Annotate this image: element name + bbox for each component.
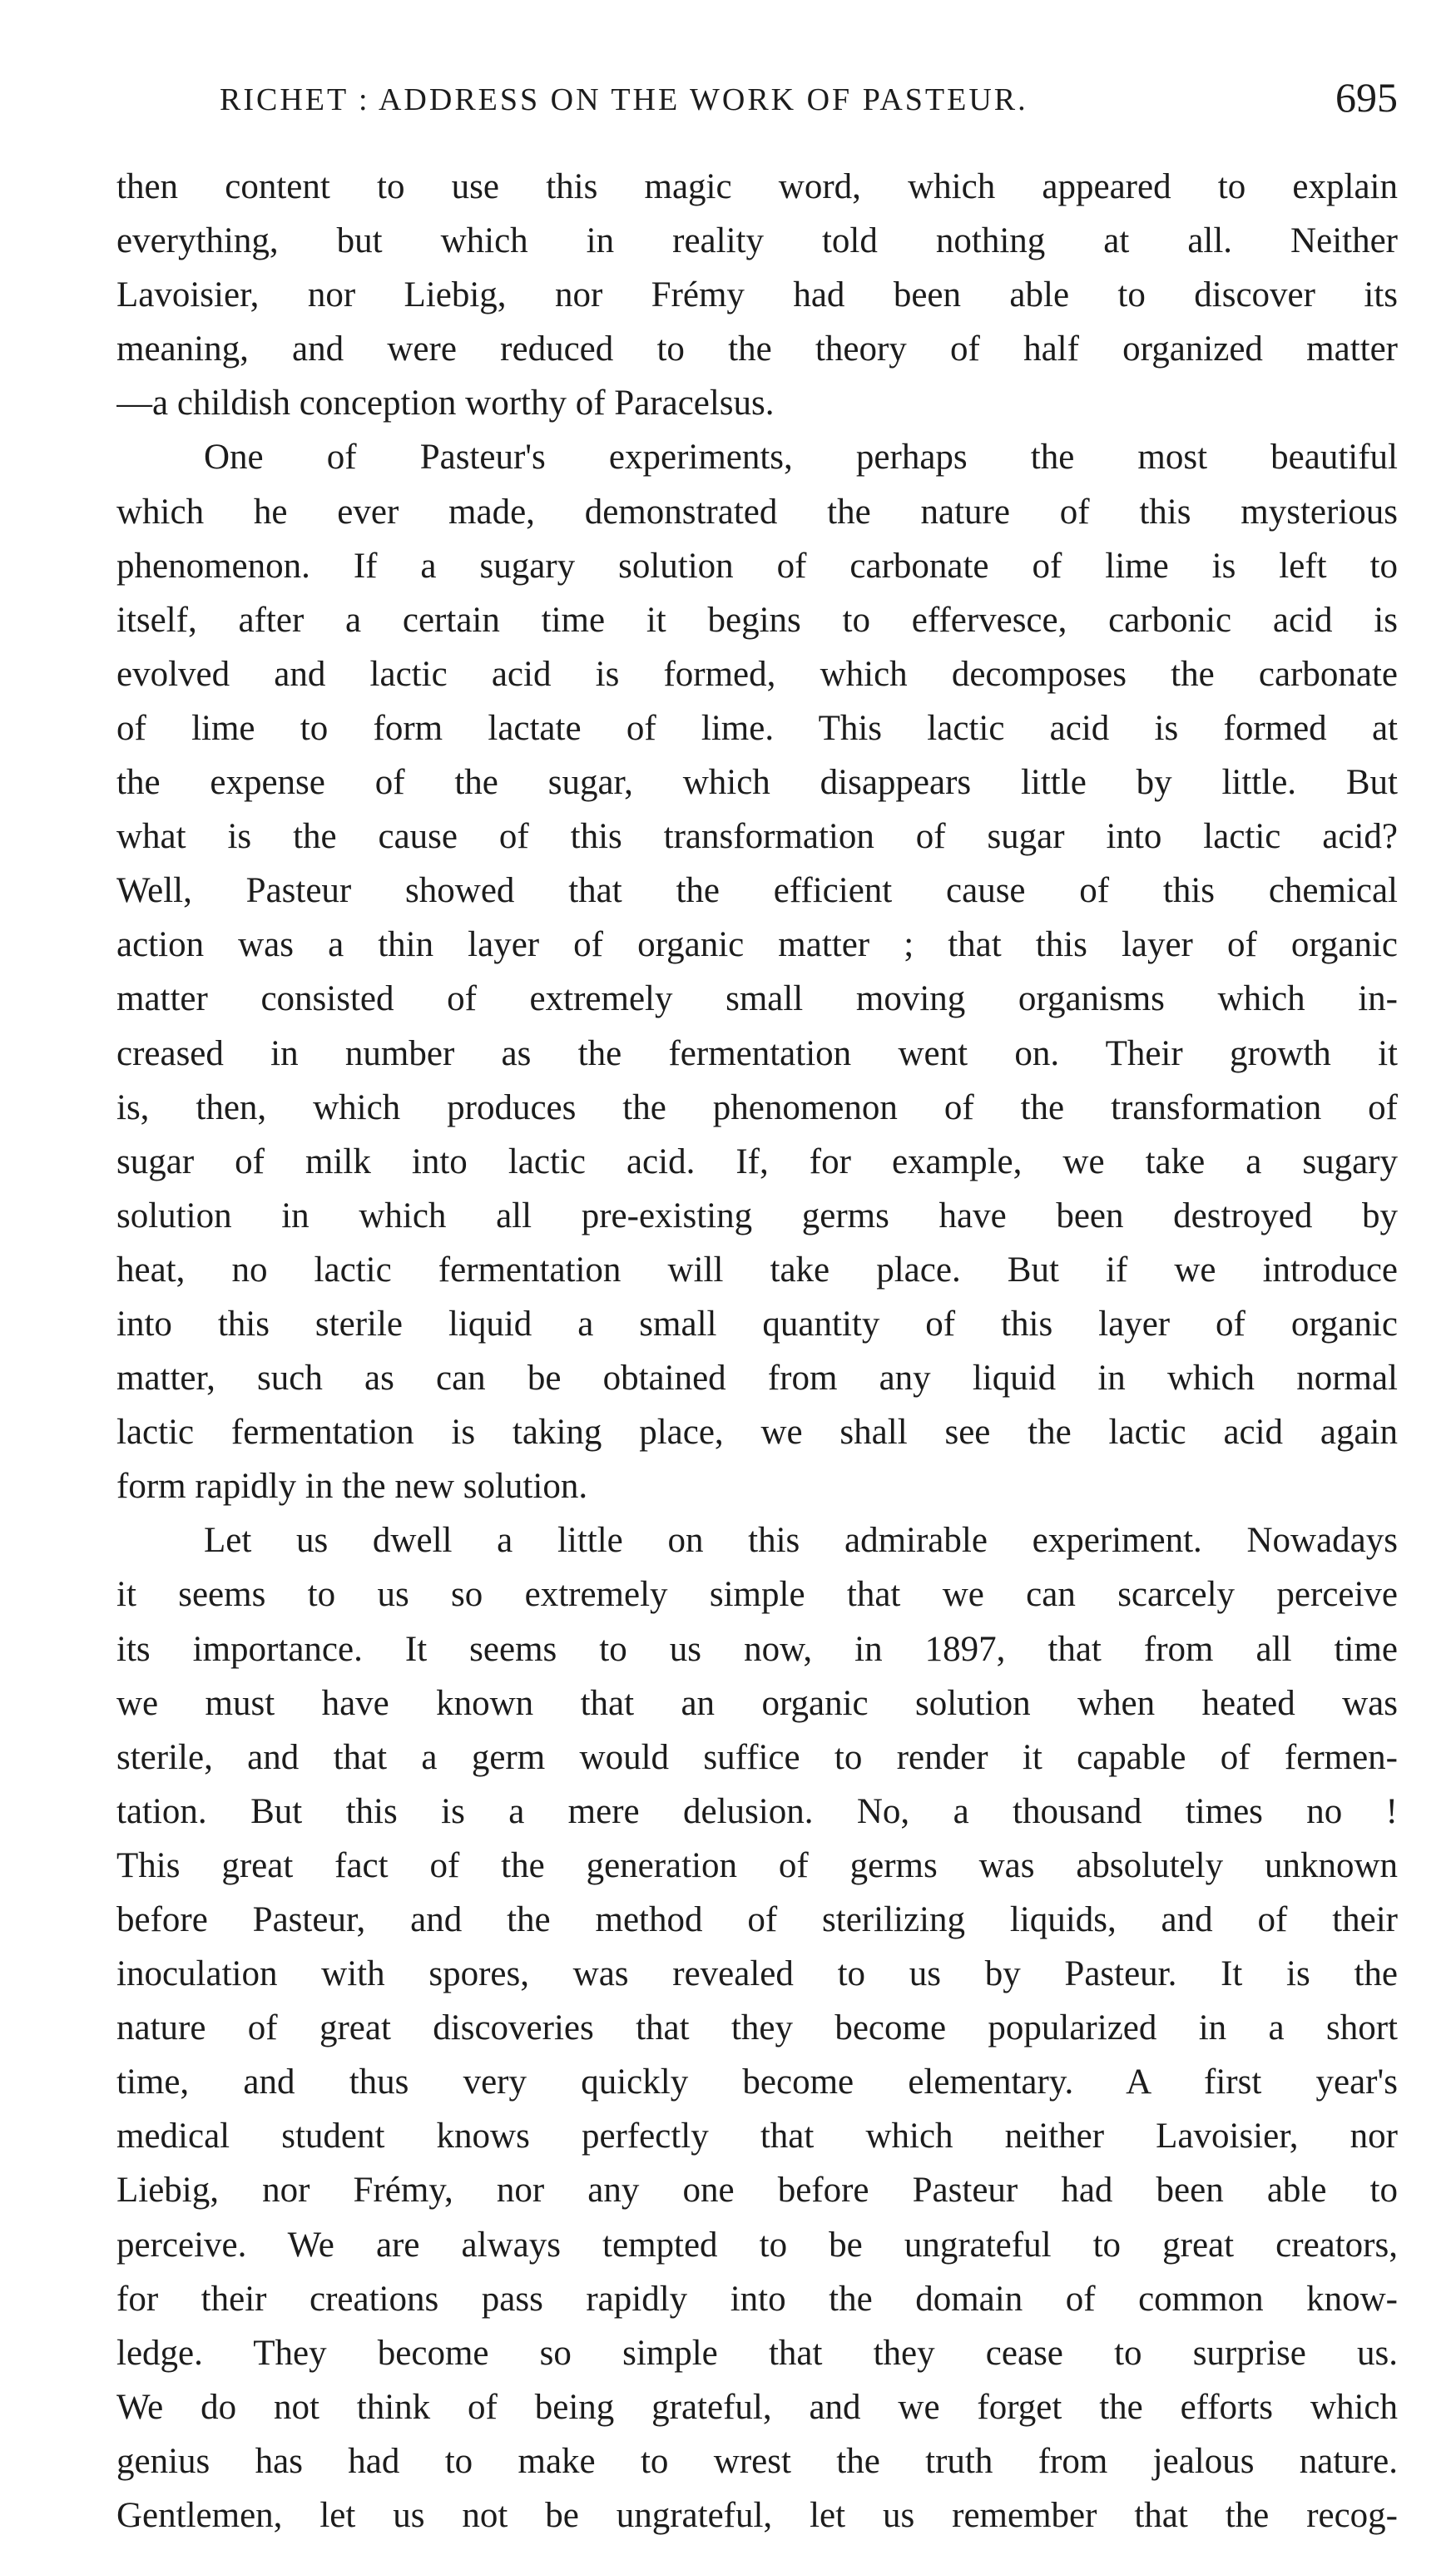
text-line: —a childish conception worthy of Paracelsus. (116, 384, 775, 423)
text-line: time, and thus very quickly become elementary. A first year's (116, 2062, 1398, 2102)
text-line: phenomenon. If a sugary solution of carbonate of lime is left to (116, 546, 1398, 586)
text-line: lactic fermentation is taking place, we shall see the lactic acid again (116, 1413, 1398, 1453)
text-line: solution in which all pre-existing germs have been destroyed by (116, 1196, 1398, 1235)
text-line: ledge. They become so simple that they cease to surprise us. (116, 2333, 1398, 2373)
text-line: which he ever made, demonstrated the nature of this mysterious (116, 492, 1398, 532)
text-line: sterile, and that a germ would suffice to render it capable of fermen- (116, 1737, 1398, 1777)
text-line: the expense of the sugar, which disappears little by little. But (116, 763, 1398, 803)
text-line: evolved and lactic acid is formed, which decomposes the carbonate (116, 654, 1398, 694)
text-line: itself, after a certain time it begins to effervesce, carbonic acid is (116, 600, 1398, 640)
text-line: is, then, which produces the phenomenon of the transformation of (116, 1087, 1398, 1127)
text-line: into this sterile liquid a small quantity of this layer of organic (116, 1304, 1398, 1344)
text-line: before Pasteur, and the method of sterilizing liquids, and of their (116, 1900, 1398, 1939)
text-line: Well, Pasteur showed that the efficient cause of this chemical (116, 871, 1398, 911)
text-line: form rapidly in the new solution. (116, 1467, 588, 1507)
text-line: We do not think of being grateful, and we forget the efforts which (116, 2387, 1398, 2427)
text-line: everything, but which in reality told nothing at all. Neither (116, 221, 1398, 261)
text-line: then content to use this magic word, which appeared to explain (116, 167, 1398, 206)
text-line: creased in number as the fermentation went on. Their growth it (116, 1033, 1398, 1073)
paragraph (116, 430, 1398, 1513)
text-line: Lavoisier, nor Liebig, nor Frémy had been able to discover its (116, 275, 1398, 315)
text-line: nature of great discoveries that they become popularized in a short (116, 2008, 1398, 2048)
text-line: perceive. We are always tempted to be ungrateful to great creators, (116, 2225, 1398, 2265)
text-line: genius has had to make to wrest the truth from jealous nature. (116, 2441, 1398, 2481)
body-text (116, 160, 1398, 2543)
running-head (116, 73, 1398, 131)
text-line: medical student knows perfectly that which neither Lavoisier, nor (116, 2117, 1398, 2156)
text-line: meaning, and were reduced to the theory of half organized matter (116, 329, 1398, 369)
text-line: tation. But this is a mere delusion. No, a thousand times no ! (116, 1791, 1398, 1831)
text-line: This great fact of the generation of germs was absolutely unknown (116, 1845, 1398, 1885)
text-line: sugar of milk into lactic acid. If, for example, we take a sugary (116, 1141, 1398, 1181)
text-line: Gentlemen, let us not be ungrateful, let us remember that the recog- (116, 2496, 1398, 2536)
paragraph (116, 160, 1398, 430)
text-line: inoculation with spores, was revealed to us by Pasteur. It is the (116, 1954, 1398, 1994)
text-line: it seems to us so extremely simple that we can scarcely perceive (116, 1575, 1398, 1615)
text-line: for their creations pass rapidly into the domain of common know- (116, 2279, 1398, 2319)
text-line: its importance. It seems to us now, in 1897, that from all time (116, 1629, 1398, 1669)
text-line: matter consisted of extremely small moving organisms which in- (116, 979, 1398, 1019)
text-line: we must have known that an organic solution when heated was (116, 1683, 1398, 1723)
text-line: Liebig, nor Frémy, nor any one before Pasteur had been able to (116, 2171, 1398, 2211)
text-line: Let us dwell a little on this admirable experiment. Nowadays (204, 1521, 1398, 1561)
text-line: of lime to form lactate of lime. This lactic acid is formed at (116, 708, 1398, 748)
paragraph (116, 1513, 1398, 2543)
running-title: RICHET : ADDRESS ON THE WORK OF PASTEUR. (220, 82, 1028, 117)
text-line: matter, such as can be obtained from any liquid in which normal (116, 1359, 1398, 1399)
text-line: heat, no lactic fermentation will take place. But if we introduce (116, 1250, 1398, 1290)
text-line: One of Pasteur's experiments, perhaps the most beautiful (204, 438, 1398, 478)
page-number: 695 (1335, 74, 1398, 121)
text-line: action was a thin layer of organic matter ; that this layer of organic (116, 925, 1398, 965)
text-line: what is the cause of this transformation of sugar into lactic acid? (116, 817, 1398, 857)
